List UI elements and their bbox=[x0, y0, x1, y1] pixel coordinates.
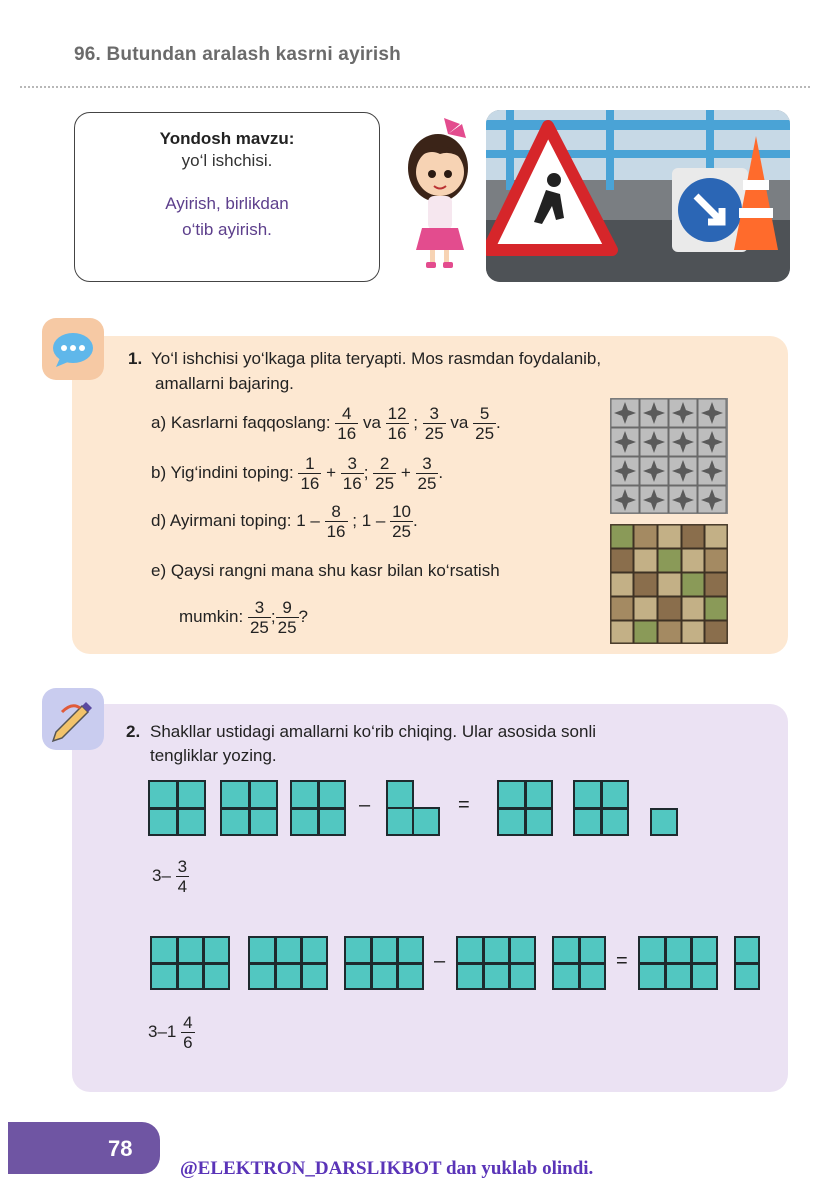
fraction: $\frac{3}{25}$ bbox=[424, 404, 444, 443]
footer-watermark: @ELEKTRON_DARSLIKBOT dan yuklab olindi. bbox=[180, 1158, 594, 1179]
chat-bubble-icon bbox=[42, 318, 104, 380]
square-quarter bbox=[386, 807, 414, 836]
task-1-number: 1. bbox=[128, 349, 143, 368]
fraction: $\frac{5}{25}$ bbox=[475, 404, 495, 443]
topic-box bbox=[74, 112, 380, 282]
square-quarter bbox=[650, 808, 678, 836]
fraction: $\frac{3}{4}$ bbox=[177, 857, 188, 896]
task-2-number: 2. bbox=[126, 722, 141, 741]
grey-tile-grid bbox=[610, 398, 728, 514]
fraction: $\frac{9}{25}$ bbox=[277, 598, 297, 637]
brown-tile-grid bbox=[610, 524, 728, 644]
task-1d-label: d) Ayirmani toping: bbox=[151, 510, 292, 530]
girl-illustration bbox=[390, 112, 482, 274]
pencil-icon bbox=[42, 688, 104, 750]
topic-title: Yondosh mavzu: bbox=[159, 129, 295, 148]
task-2-text-line-1: Shakllar ustidagi amallarni ko‘rib chiqing. Ular asosida sonli bbox=[150, 722, 596, 741]
task-1e: mumkin: $\frac{3}{25}$ ; $\frac{9}{25}$ ? bbox=[179, 598, 309, 637]
minus-sign: – bbox=[359, 794, 371, 816]
page-number: 78 bbox=[108, 1136, 133, 1161]
task-1e-line-1: e) Qaysi rangni mana shu kasr bilan ko‘rsatish bbox=[151, 561, 500, 580]
task-1e-label: mumkin: bbox=[179, 606, 244, 626]
fraction: $\frac{8}{16}$ bbox=[326, 502, 346, 541]
topic-line-1: Ayirish, birlikdan bbox=[165, 194, 289, 213]
fraction: $\frac{2}{25}$ bbox=[375, 454, 395, 493]
task-1a: a) Kasrlarni faqqoslang: $\frac{4}{16}$ va $\frac{12}{16}$ ; $\frac{3}{25}$ va $\frac{5}{25}$ . bbox=[151, 404, 501, 443]
equation-2-text: 3–1 $\frac{4}{6}$ bbox=[148, 1013, 193, 1052]
equation-1-text: 3– $\frac{3}{4}$ bbox=[152, 857, 188, 896]
fraction: $\frac{10}{25}$ bbox=[392, 502, 411, 541]
roadwork-photo bbox=[486, 110, 790, 282]
fraction: $\frac{4}{16}$ bbox=[337, 404, 357, 443]
fraction: $\frac{1}{16}$ bbox=[300, 454, 320, 493]
task-1b: b) Yig‘indini toping: $\frac{1}{16}$ + $\frac{3}{16}$ ; $\frac{2}{25}$ + $\frac{3}{25}$ . bbox=[151, 454, 444, 493]
task-1b-label: b) Yig‘indini toping: bbox=[151, 462, 294, 482]
square-quarter bbox=[412, 807, 440, 836]
topic-line-2: o‘tib ayirish. bbox=[182, 220, 272, 239]
fraction: $\frac{3}{25}$ bbox=[249, 598, 269, 637]
equals-sign: = bbox=[458, 794, 470, 816]
fraction: $\frac{4}{6}$ bbox=[183, 1013, 193, 1052]
task-1d: d) Ayirmani toping: 1 – $\frac{8}{16}$ ; 1 – $\frac{10}{25}$ . bbox=[151, 502, 418, 541]
fraction: $\frac{3}{16}$ bbox=[342, 454, 362, 493]
fraction: $\frac{12}{16}$ bbox=[387, 404, 407, 443]
lesson-title: 96. Butundan aralash kasrni ayirish bbox=[74, 44, 401, 65]
minus-sign: – bbox=[434, 950, 446, 972]
square-quarter bbox=[386, 780, 414, 809]
task-1-text-line-2: amallarni bajaring. bbox=[155, 374, 294, 393]
topic-subtitle: yo‘l ishchisi. bbox=[181, 151, 273, 170]
fraction: $\frac{3}{25}$ bbox=[417, 454, 437, 493]
task-1a-label: a) Kasrlarni faqqoslang: bbox=[151, 412, 331, 432]
task-1-text-line-1: Yo‘l ishchisi yo‘lkaga plita teryapti. Mos rasmdan foydalanib, bbox=[151, 349, 602, 368]
task-2-text-line-2: tengliklar yozing. bbox=[150, 746, 277, 765]
equals-sign: = bbox=[616, 950, 628, 972]
page-number-tab bbox=[8, 1122, 160, 1174]
dotted-divider bbox=[20, 86, 810, 88]
